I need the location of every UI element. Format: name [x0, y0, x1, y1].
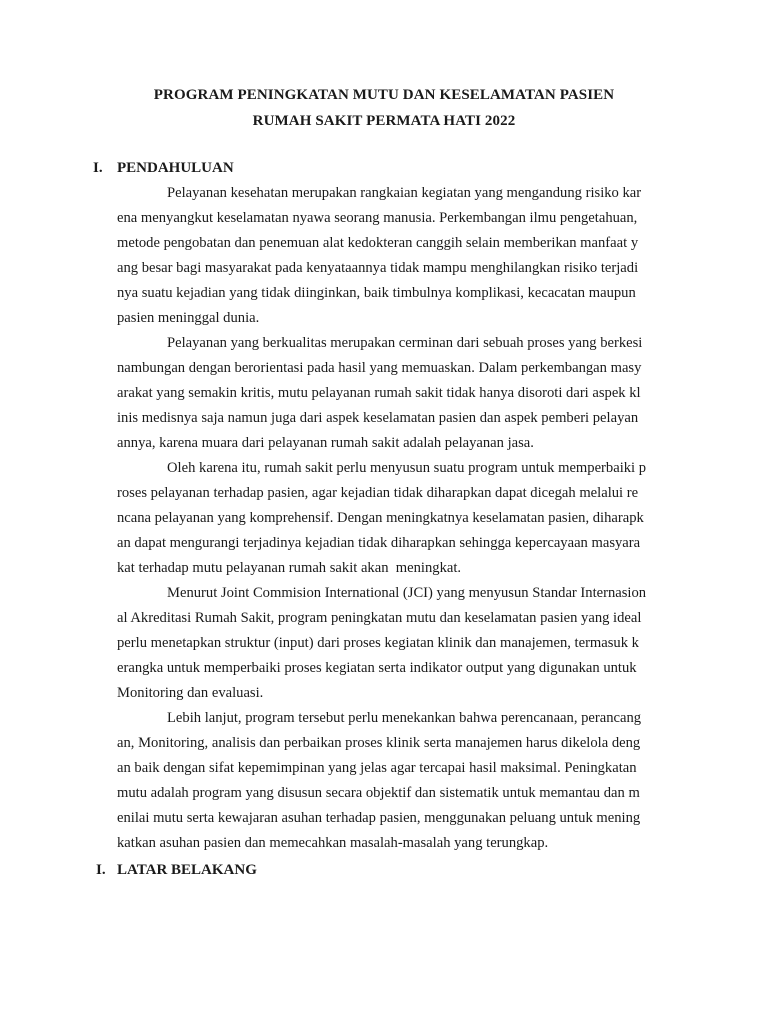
section-title: PENDAHULUAN: [117, 160, 234, 176]
section-heading-latar-belakang: [96, 862, 257, 879]
paragraph-line: Pelayanan kesehatan merupakan rangkaian kegiatan yang mengandung risiko kar: [167, 185, 642, 201]
document-title-line1: PROGRAM PENINGKATAN MUTU DAN KESELAMATAN PASIEN: [153, 87, 615, 103]
paragraph-line: katkan asuhan pasien dan memecahkan masalah-masalah yang terungkap.: [117, 835, 549, 851]
paragraph-line: ang besar bagi masyarakat pada kenyataannya tidak mampu menghilangkan risiko terjadi: [117, 260, 639, 276]
paragraph-line: Menurut Joint Commision International (JCI) yang menyusun Standar Internasion: [167, 585, 647, 601]
paragraph-line: annya, karena muara dari pelayanan rumah sakit adalah pelayanan jasa.: [117, 435, 534, 451]
paragraph-line: nya suatu kejadian yang tidak diinginkan, baik timbulnya komplikasi, kecacatan maupun: [117, 285, 636, 301]
paragraph-line: al Akreditasi Rumah Sakit, program peningkatan mutu dan keselamatan pasien yang ideal: [117, 610, 642, 626]
paragraph-line: erangka untuk memperbaiki proses kegiatan serta indikator output yang digunakan untuk: [117, 660, 637, 676]
paragraph-line: enilai mutu serta kewajaran asuhan terhadap pasien, menggunakan peluang untuk mening: [117, 810, 641, 826]
paragraph-line: an baik dengan sifat kepemimpinan yang jelas agar tercapai hasil maksimal. Peningkatan: [117, 760, 637, 776]
section-number: I.: [96, 862, 106, 878]
paragraph-line: Oleh karena itu, rumah sakit perlu menyusun suatu program untuk memperbaiki p: [167, 460, 647, 476]
paragraph-line: kat terhadap mutu pelayanan rumah sakit akan meningkat.: [117, 560, 462, 576]
paragraph-line: Lebih lanjut, program tersebut perlu menekankan bahwa perencanaan, perancang: [167, 710, 642, 726]
section-number: I.: [93, 160, 103, 176]
section-title: LATAR BELAKANG: [117, 862, 257, 878]
document-title-line2: RUMAH SAKIT PERMATA HATI 2022: [252, 113, 516, 129]
paragraph-line: arakat yang semakin kritis, mutu pelayanan rumah sakit tidak hanya disoroti dari aspek kl: [117, 385, 641, 401]
paragraph-line: metode pengobatan dan penemuan alat kedokteran canggih selain memberikan manfaat y: [117, 235, 639, 251]
paragraph-line: pasien meninggal dunia.: [117, 310, 260, 326]
paragraph-line: Pelayanan yang berkualitas merupakan cerminan dari sebuah proses yang berkesi: [167, 335, 643, 351]
paragraph-line: perlu menetapkan struktur (input) dari proses kegiatan klinik dan manajemen, termasuk k: [117, 635, 639, 651]
paragraph-line: roses pelayanan terhadap pasien, agar kejadian tidak diharapkan dapat dicegah melalui re: [117, 485, 639, 501]
paragraph-line: an dapat mengurangi terjadinya kejadian tidak diharapkan sehingga kepercayaan masyara: [117, 535, 641, 551]
paragraph-line: ena menyangkut keselamatan nyawa seorang manusia. Perkembangan ilmu pengetahuan,: [117, 210, 638, 226]
paragraph-line: nambungan dengan berorientasi pada hasil yang memuaskan. Dalam perkembangan masy: [117, 360, 642, 376]
section-heading-pendahuluan: [93, 160, 234, 177]
paragraph-line: mutu adalah program yang disusun secara objektif dan sistematik untuk memantau dan m: [117, 785, 640, 801]
paragraph-line: an, Monitoring, analisis dan perbaikan proses klinik serta manajemen harus dikelola deng: [117, 735, 641, 751]
paragraph-line: ncana pelayanan yang komprehensif. Dengan meningkatnya keselamatan pasien, diharapk: [117, 510, 644, 526]
paragraph-line: inis medisnya saja namun juga dari aspek keselamatan pasien dan aspek pemberi pelayan: [117, 410, 639, 426]
paragraph-line: Monitoring dan evaluasi.: [117, 685, 264, 701]
section-body-pendahuluan: [117, 181, 675, 856]
